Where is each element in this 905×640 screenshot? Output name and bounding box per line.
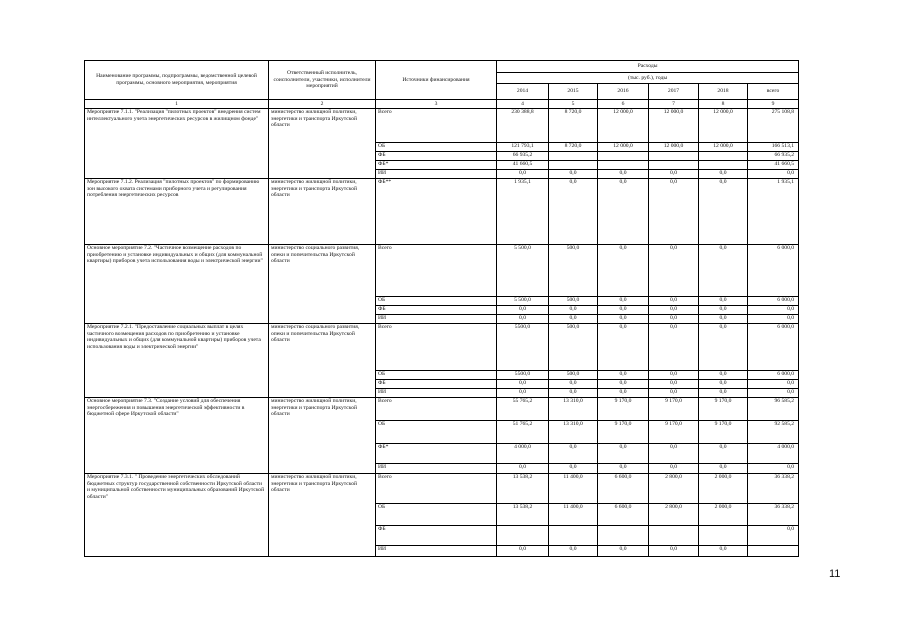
amount-cell: 6 000,0 (748, 324, 799, 371)
amount-cell (649, 161, 699, 170)
amount-cell: 9 170,0 (699, 421, 748, 444)
amount-cell: 1 935,1 (497, 179, 549, 245)
amount-cell (549, 161, 598, 170)
amount-cell: 5 500,0 (497, 297, 549, 306)
amount-cell: 0,0 (649, 371, 699, 380)
amount-cell: 2 800,0 (649, 474, 699, 504)
header-source: Источники финансирования (376, 61, 497, 100)
funding-source: ИИ (376, 170, 497, 179)
amount-cell: 0,0 (699, 324, 748, 371)
amount-cell: 13 538,2 (497, 474, 549, 504)
amount-cell: 9 170,0 (699, 398, 748, 421)
funding-source: Всего (376, 398, 497, 421)
table-row (85, 179, 799, 245)
amount-cell: 66 935,2 (497, 152, 549, 161)
amount-cell: 0,0 (598, 464, 649, 474)
table-row (85, 324, 799, 371)
amount-cell: 12 000,0 (699, 109, 748, 143)
amount-cell: 5500,0 (497, 324, 549, 371)
amount-cell: 0,0 (699, 179, 748, 245)
funding-source: ФБ (376, 526, 497, 546)
amount-cell: 0,0 (598, 170, 649, 179)
amount-cell: 0,0 (748, 464, 799, 474)
amount-cell: 0,0 (497, 380, 549, 389)
header-units: (тыс. руб.), годы (497, 73, 799, 84)
amount-cell: 0,0 (497, 315, 549, 324)
funding-source: ОБ (376, 371, 497, 380)
column-number: 5 (549, 100, 598, 109)
amount-cell: 0,0 (699, 546, 748, 557)
amount-cell: 0,0 (649, 546, 699, 557)
amount-cell: 6 000,0 (748, 371, 799, 380)
amount-cell: 0,0 (699, 245, 748, 297)
amount-cell: 0,0 (649, 464, 699, 474)
funding-source: Всего (376, 324, 497, 371)
amount-cell: 9 170,0 (649, 421, 699, 444)
funding-source: ФБ (376, 380, 497, 389)
header-year: 2017 (649, 84, 699, 100)
amount-cell (598, 526, 649, 546)
amount-cell: 13 310,0 (549, 398, 598, 421)
amount-cell: 0,0 (598, 546, 649, 557)
activity-executor: министерство жилищной политики, энергетики и транспорта Иркутской области (269, 109, 376, 179)
amount-cell: 0,0 (598, 324, 649, 371)
amount-cell: 0,0 (699, 389, 748, 398)
amount-cell: 0,0 (549, 306, 598, 315)
amount-cell: 0,0 (598, 297, 649, 306)
amount-cell: 0,0 (748, 170, 799, 179)
amount-cell: 51 765,2 (497, 421, 549, 444)
amount-cell: 0,0 (497, 306, 549, 315)
activity-name: Основное мероприятие 7.3. "Создание условий для обеспечения энергосбережения и повышения энергетической эффективности в бюджетной сфере Иркутской области" (85, 398, 269, 474)
amount-cell: 6 600,0 (598, 474, 649, 504)
amount-cell: 0,0 (699, 464, 748, 474)
funding-source: ФБ** (376, 179, 497, 245)
activity-executor: министерство жилищной политики, энергетики и транспорта Иркутской области (269, 179, 376, 245)
amount-cell: 0,0 (549, 464, 598, 474)
amount-cell: 500,0 (549, 324, 598, 371)
activity-executor: министерство жилищной политики, энергетики и транспорта Иркутской области (269, 398, 376, 474)
amount-cell (649, 152, 699, 161)
amount-cell: 4 000,0 (497, 444, 549, 464)
amount-cell: 0,0 (699, 170, 748, 179)
header-year: всего (748, 84, 799, 100)
amount-cell: 0,0 (649, 179, 699, 245)
column-number: 7 (649, 100, 699, 109)
activity-name: Мероприятие 7.2.1. "Предоставление социальных выплат в целях частичного возмещения расходов по приобретению и установке индивидуальных и общих (для коммунальной квартиры) приборов учета использования воды и электрической энергии" (85, 324, 269, 398)
amount-cell: 12 000,0 (649, 143, 699, 152)
amount-cell: 0,0 (699, 306, 748, 315)
amount-cell: 12 000,0 (699, 143, 748, 152)
amount-cell: 0,0 (699, 371, 748, 380)
amount-cell: 0,0 (649, 315, 699, 324)
budget-table (84, 60, 799, 557)
activity-name: Мероприятие 7.1.2. Реализация "пилотных проектов" по формированию зон высокого охвата системами приборного учета и регулирования потребления энергетических ресурсов (85, 179, 269, 245)
amount-cell: 9 170,0 (598, 398, 649, 421)
amount-cell: 0,0 (549, 179, 598, 245)
amount-cell (598, 161, 649, 170)
amount-cell: 36 338,2 (748, 474, 799, 504)
activity-executor: министерство социального развития, опеки и попечительства Иркутской области (269, 245, 376, 324)
column-number: 9 (748, 100, 799, 109)
funding-source: ОБ (376, 143, 497, 152)
activity-executor: министерство жилищной политики, энергетики и транспорта Иркутской области (269, 474, 376, 557)
column-number: 4 (497, 100, 549, 109)
amount-cell: 66 935,2 (748, 152, 799, 161)
header-program: Наименование программы, подпрограммы, ведомственной целевой программы, основного мероприятия, мероприятия (85, 61, 269, 100)
amount-cell (497, 526, 549, 546)
funding-source: ИИ (376, 464, 497, 474)
amount-cell: 0,0 (699, 315, 748, 324)
funding-source: Всего (376, 474, 497, 504)
column-number: 3 (376, 100, 497, 109)
amount-cell: 0,0 (748, 380, 799, 389)
amount-cell: 166 513,1 (748, 143, 799, 152)
amount-cell: 500,0 (549, 297, 598, 306)
amount-cell: 0,0 (549, 546, 598, 557)
amount-cell: 275 108,8 (748, 109, 799, 143)
amount-cell: 9 170,0 (649, 398, 699, 421)
amount-cell: 5 500,0 (497, 245, 549, 297)
amount-cell: 0,0 (748, 526, 799, 546)
funding-source: ФБ (376, 152, 497, 161)
amount-cell: 500,0 (549, 371, 598, 380)
funding-source: Всего (376, 109, 497, 143)
amount-cell: 5500,0 (497, 371, 549, 380)
amount-cell: 0,0 (748, 389, 799, 398)
activity-name: Мероприятие 7.1.1. "Реализация "пилотных проектов" внедрения систем интеллектуального учета энергетических ресурсов в жилищном фонде" (85, 109, 269, 179)
header-expenses: Расходы (497, 61, 799, 73)
amount-cell: 230 388,8 (497, 109, 549, 143)
amount-cell: 0,0 (497, 546, 549, 557)
table-row (85, 474, 799, 504)
funding-source: ИИ (376, 546, 497, 557)
funding-source: ИИ (376, 389, 497, 398)
amount-cell: 41 660,5 (497, 161, 549, 170)
header-year: 2015 (549, 84, 598, 100)
amount-cell: 0,0 (497, 464, 549, 474)
amount-cell (748, 546, 799, 557)
column-number: 8 (699, 100, 748, 109)
amount-cell (549, 526, 598, 546)
header-year: 2014 (497, 84, 549, 100)
amount-cell: 0,0 (699, 297, 748, 306)
amount-cell: 0,0 (649, 297, 699, 306)
amount-cell: 6 000,0 (748, 297, 799, 306)
budget-table-sheet (84, 60, 798, 557)
amount-cell: 0,0 (598, 444, 649, 464)
amount-cell (549, 152, 598, 161)
amount-cell: 6 600,0 (598, 504, 649, 526)
amount-cell: 0,0 (598, 380, 649, 389)
table-row (85, 398, 799, 421)
amount-cell: 6 000,0 (748, 245, 799, 297)
amount-cell: 9 170,0 (598, 421, 649, 444)
column-number: 2 (269, 100, 376, 109)
amount-cell: 4 000,0 (748, 444, 799, 464)
amount-cell: 36 338,2 (748, 504, 799, 526)
amount-cell: 0,0 (748, 306, 799, 315)
table-row (85, 245, 799, 297)
amount-cell: 2 800,0 (649, 504, 699, 526)
amount-cell: 500,0 (549, 245, 598, 297)
amount-cell: 12 000,0 (598, 143, 649, 152)
amount-cell: 0,0 (598, 371, 649, 380)
amount-cell: 0,0 (699, 444, 748, 464)
amount-cell: 0,0 (649, 380, 699, 389)
amount-cell: 41 660,5 (748, 161, 799, 170)
amount-cell: 92 585,2 (748, 421, 799, 444)
amount-cell: 0,0 (549, 389, 598, 398)
amount-cell: 0,0 (748, 315, 799, 324)
amount-cell (699, 161, 748, 170)
amount-cell: 0,0 (549, 380, 598, 389)
amount-cell: 0,0 (497, 389, 549, 398)
amount-cell: 13 538,2 (497, 504, 549, 526)
amount-cell: 8 720,0 (549, 109, 598, 143)
amount-cell: 0,0 (649, 170, 699, 179)
activity-executor: министерство социального развития, опеки и попечительства Иркутской области (269, 324, 376, 398)
amount-cell: 0,0 (649, 245, 699, 297)
column-number: 1 (85, 100, 269, 109)
amount-cell: 11 400,0 (549, 474, 598, 504)
amount-cell: 12 000,0 (598, 109, 649, 143)
amount-cell: 0,0 (649, 444, 699, 464)
funding-source: ФБ* (376, 161, 497, 170)
amount-cell (699, 526, 748, 546)
amount-cell: 1 935,1 (748, 179, 799, 245)
funding-source: ОБ (376, 421, 497, 444)
amount-cell: 55 765,2 (497, 398, 549, 421)
amount-cell: 8 720,0 (549, 143, 598, 152)
amount-cell: 0,0 (598, 306, 649, 315)
amount-cell: 0,0 (699, 380, 748, 389)
amount-cell: 2 000,0 (699, 504, 748, 526)
funding-source: Всего (376, 245, 497, 297)
amount-cell (649, 526, 699, 546)
amount-cell: 0,0 (598, 245, 649, 297)
activity-name: Основное мероприятие 7.2. "Частичное возмещение расходов по приобретению и установке индивидуальных и общих (для коммунальной квартиры) приборов учета использования воды и электрической энергии" (85, 245, 269, 324)
funding-source: ФБ (376, 306, 497, 315)
page-number: 11 (829, 568, 841, 580)
amount-cell: 0,0 (549, 444, 598, 464)
amount-cell: 0,0 (549, 315, 598, 324)
amount-cell: 0,0 (598, 315, 649, 324)
amount-cell: 11 400,0 (549, 504, 598, 526)
funding-source: ОБ (376, 504, 497, 526)
amount-cell: 121 793,1 (497, 143, 549, 152)
amount-cell: 0,0 (549, 170, 598, 179)
amount-cell: 0,0 (598, 179, 649, 245)
amount-cell: 0,0 (649, 306, 699, 315)
amount-cell (699, 152, 748, 161)
funding-source: ИИ (376, 315, 497, 324)
header-year: 2018 (699, 84, 748, 100)
amount-cell: 12 000,0 (649, 109, 699, 143)
column-number: 6 (598, 100, 649, 109)
amount-cell: 0,0 (497, 170, 549, 179)
funding-source: ФБ* (376, 444, 497, 464)
amount-cell: 13 310,0 (549, 421, 598, 444)
amount-cell (598, 152, 649, 161)
amount-cell: 0,0 (649, 389, 699, 398)
funding-source: ОБ (376, 297, 497, 306)
header-executor: Ответственный исполнитель, соисполнители, участники, исполнители мероприятий (269, 61, 376, 100)
amount-cell: 0,0 (598, 389, 649, 398)
header-year: 2016 (598, 84, 649, 100)
amount-cell: 96 585,2 (748, 398, 799, 421)
activity-name: Мероприятие 7.3.1. " Проведение энергетических обследований бюджетных структур государственной собственности Иркутской области и муниципальной собственности муниципальных образований Иркутской области" (85, 474, 269, 557)
amount-cell: 0,0 (649, 324, 699, 371)
amount-cell: 2 000,0 (699, 474, 748, 504)
table-row (85, 109, 799, 143)
